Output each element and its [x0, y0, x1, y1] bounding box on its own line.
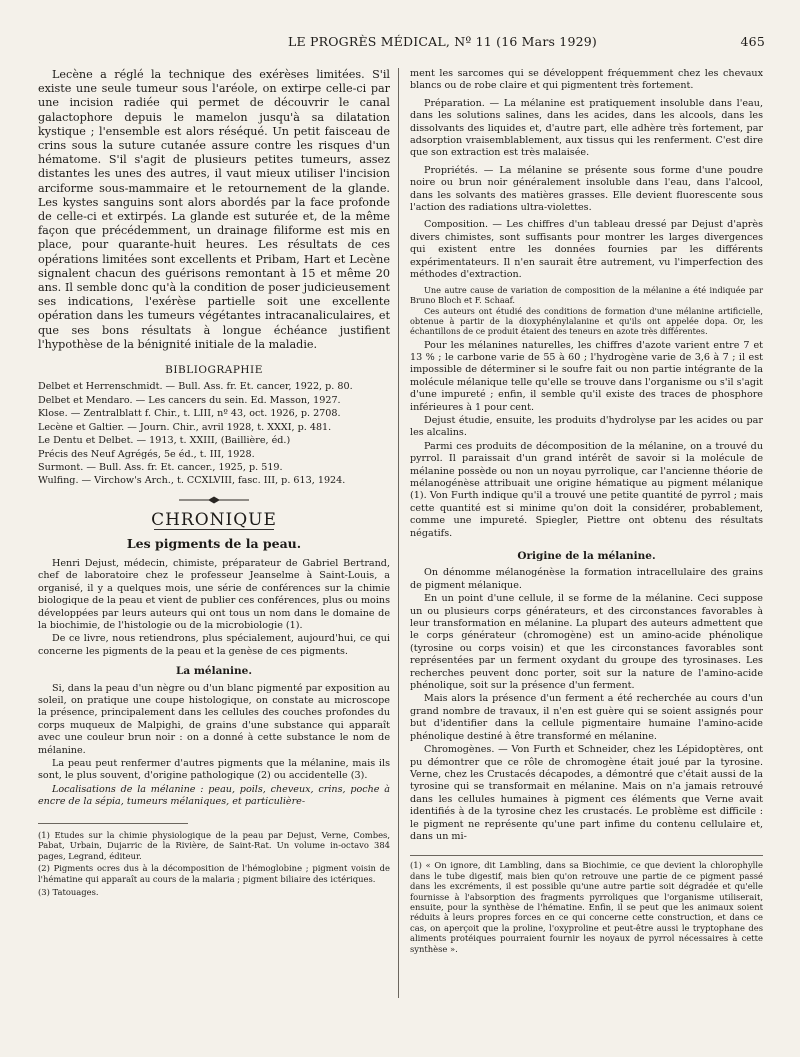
melanine-paragraph: La peau peut renfermer d'autres pigments que la mélanine, mais ils sont, le plus souvent, d'origine pathologique (2) ou accidentelle (3). — [38, 758, 390, 782]
article-paragraph: Henri Dejust, médecin, chimiste, préparateur de Gabriel Bertrand, chef de laboratoire chez le professeur Jeanselme à Saint-Louis, a organisé, il y a quelques mois, une série de conférences sur la chimie biologique de la peau et vient de publier ces conférences, plus ou moins développées par leurs auteurs qui ont tous un nom dans le domaine de la biochimie, de l'histologie ou de la microbiologie (1). — [38, 557, 390, 631]
melanine-heading: La mélanine. — [175, 665, 253, 678]
melanine-paragraph: Localisations de la mélanine : peau, poils, cheveux, crins, poche à encre de la sépia, tumeurs mélaniques, et particulière- — [38, 783, 390, 808]
footnote: (1) « On ignore, dit Lambling, dans sa Biochimie, ce que devient la chlorophylle dans le tube digestif, mais bien qu'on retrouve une partie de ce pigment passé dans les excréments, il est possible qu'une autre partie soit dégradée et qu'elle fournisse à l'absorption des fragments pyrroliques que l'organisme utiliserait, ensuite, pour la synthèse de l'hématine. Enfin, il se peut que les animaux soient réduits à leurs propres forces en ce qui concerne cette construction, et dans ce cas, on aperçoit que la proline, l'oxyproline et peut-être aussi le tryptophane des aliments protéiques pourraient fournir les noyaux de pyrrol nécessaires à cette synthèse ». — [410, 860, 763, 954]
melanine-paragraph: Si, dans la peau d'un nègre ou d'un blanc pigmenté par exposition au soleil, on pratique une coupe histologique, on constate au microscope la présence, principalement dans les cellules des couches profondes du corps muqueux de Malpighi, de grains d'une substance qui apparaît avec une couleur brun noir : on a donné à cette substance le nom de mélanine. — [38, 682, 390, 756]
origine-paragraph: Chromogènes. — Von Furth et Schneider, chez les Lépidoptères, ont pu démontrer que ce rôle de chromogène était joué par la tyrosine. Verne, chez les Crustacés décapodes, a démontré que c'était aussi de la tyrosine qui se transformait en mélanine. Mais on n'a jamais retrouvé dans les cellules humaines à pigment ces éléments que Verne avait identifiés à de la tyrosine chez les crustacés. Le problème est difficile : le pigment ne représente qu'une part infime du contenu cellulaire et, dans un mi- — [410, 744, 763, 842]
footnote: (2) Pigments ocres dus à la décomposition de l'hémoglobine ; pigment voisin de l'hématine qui apparaît au cours de la malaria ; pigment biliaire des ictériques. — [38, 863, 390, 885]
chronique-heading: CHRONIQUE — [151, 510, 277, 531]
bibliography-entry: Klose. — Zentralblatt f. Chir., t. LIII, nº 43, oct. 1926, p. 2708. — [38, 408, 341, 420]
origine-heading: Origine de la mélanine. — [517, 550, 656, 563]
right-footnotes — [410, 855, 763, 954]
right-column — [410, 68, 763, 1037]
small-note: Une autre cause de variation de composition de la mélanine a été indiquée par Bruno Bloch et F. Schaaf. — [410, 284, 763, 305]
body-paragraph: Dejust étudie, ensuite, les produits d'hydrolyse par les acides ou par les alcalins. — [410, 414, 763, 439]
body-paragraph: Parmi ces produits de décomposition de la mélanine, on a trouvé du pyrrol. Il paraissait d'un grand intérêt de savoir si la molécule de mélanine possède ou non un noyau pyrrolique, car l'ancienne théorie de mélanogénèse attribuait une origine hématique au pigment mélanique (1). Von Furth indique qu'il a trouvé une petite quantité de pyrrol ; mais cette quantité est si minime qu'on doit la considérer, probablement, comme une impureté. Spiegler, Piettre ont obtenu des résultats négatifs. — [410, 440, 763, 539]
origine-paragraph: En un point d'une cellule, il se forme de la mélanine. Ceci suppose un ou plusieurs corps générateurs, et des circonstances favorables à leur transformation en mélanine. La plupart des auteurs admettent que le corps générateur (chromogène) est un amino-acide phénolique (tyrosine ou corps voisin) et que les circonstances favorables sont représentées par un ferment oxydant du groupe des tyrosinases. Les recherches peuvent donc porter, soit sur la nature de l'amino-acide phénolique, soit sur la présence d'un ferment. — [410, 593, 763, 692]
article-paragraph: De ce livre, nous retiendrons, plus spécialement, aujourd'hui, ce qui concerne les pigments de la peau et la genèse de ces pigments. — [38, 633, 390, 657]
bibliography-list — [38, 381, 390, 487]
ornament-rule-icon — [179, 496, 249, 504]
body-paragraph: Pour les mélanines naturelles, les chiffres d'azote varient entre 7 et 13 % ; le carbone varie de 55 à 60 ; l'hydrogène varie de 3,6 à 7 ; il est impossible de déterminer si le soufre fait ou non partie intégrante de la molécule mélanique telle qu'elle se trouve dans l'organisme ou s'il s'agit d'une impureté ; enfin, il semble qu'il existe des traces de phosphore inférieures à 1 pour cent. — [410, 339, 763, 413]
bibliography-title: BIBLIOGRAPHIE — [165, 364, 263, 377]
bibliography-entry: Wulfing. — Virchow's Arch., t. CCXLVIII, fasc. III, p. 613, 1924. — [38, 475, 346, 487]
bibliography-entry: Précis des Neuf Agrégés, 5e éd., t. III, 1928. — [38, 448, 255, 460]
intro-paragraph: Lecène a réglé la technique des exérèses limitées. S'il existe une seule tumeur sous l'aréole, on extirpe celle-ci par une incision radiée qui permet de découvrir le canal galactophore depuis le mamelon jusqu'à sa dilatation kystique ; l'ensemble est alors réséqué. Un petit faisceau de crins sous la suture cutanée assure contre les risques d'un hématome. S'il s'agit de plusieurs petites tumeurs, assez distantes les unes des autres, il vaut mieux utiliser l'incision arciforme sous-mammaire et le retournement de la glande. Les kystes sanguins sont alors abordés par la face profonde de celle-ci et extirpés. La glande est suturée et, de la même façon que précédemment, un drainage filiforme est mis en place, pour quarante-huit heures. Les résultats de ces opérations limitées sont excellents et Pribam, Hart et Lecène signalent chacun des guérisons remontant à 15 et même 20 ans. Il semble donc qu'à la condition de poser judicieusement ses indications, l'exérèse partielle soit une excellente opération dans les tumeurs végétantes intracanaliculaires, et que ses bons résultats à longue échéance justifient l'hypothèse de la bénignité initiale de la maladie. — [38, 68, 390, 351]
preparation-paragraph: Préparation. — La mélanine est pratiquement insoluble dans l'eau, dans les solutions salines, dans les acides, dans les alcools, dans les dissolvants des liquides et, d'autre part, elle adhère très fortement, par adsorption vraisemblablement, aux tissus qui les renferment. C'est dire que son extraction est très malaisée. — [410, 97, 763, 159]
small-note: Ces auteurs ont étudié des conditions de formation d'une mélanine artificielle, obtenue à partir de la dioxyphénylalanine et qu'ils ont appelée dopa. Or, les échantillons de ce produit étaient des teneurs en azote très différentes. — [410, 305, 763, 337]
bibliography-entry: Le Dentu et Delbet. — 1913, t. XXIII, (Baillière, éd.) — [38, 435, 291, 447]
origine-paragraph: Mais alors la présence d'un ferment a été recherchée au cours d'un grand nombre de travaux, il n'en est guère qui se soient assignés pour but d'identifier dans la cellule pigmentaire humaine l'amino-acide phénolique destiné à être transformé en mélanine. — [410, 693, 763, 742]
bibliography-entry: Surmont. — Bull. Ass. fr. Et. cancer., 1925, p. 519. — [38, 461, 283, 473]
page-header — [50, 34, 765, 52]
bibliography-entry: Delbet et Mendaro. — Les cancers du sein. Ed. Masson, 1927. — [38, 394, 341, 406]
section-ornament — [38, 496, 390, 508]
footnote: (1) Etudes sur la chimie physiologique de la peau par Dejust, Verne, Combes, Pabat, Urbain, Dujarric de la Rivière, de Saint-Rat. Un volume in-octavo 384 pages, Legrand, éditeur. — [38, 829, 390, 861]
bibliography-entry: Delbet et Herrenschmidt. — Bull. Ass. fr. Et. cancer, 1922, p. 80. — [38, 381, 353, 393]
continuation-paragraph: ment les sarcomes qui se développent fréquemment chez les chevaux blancs ou de robe claire et qui pigmentent très fortement. — [410, 68, 763, 92]
left-footnotes — [38, 830, 390, 898]
composition-paragraph: Composition. — Les chiffres d'un tableau dressé par Dejust d'après divers chimistes, sont suffisants pour montrer les larges divergences qui existent entre les données fournies par les différents expérimentateurs. Il n'en saurait être autrement, vu l'imperfection des méthodes d'extraction. — [410, 219, 763, 281]
footnote: (3) Tatouages. — [38, 886, 99, 897]
article-title: Les pigments de la peau. — [126, 535, 302, 551]
page-number: 465 — [740, 34, 765, 49]
origine-paragraph: On dénomme mélanogénèse la formation intracellulaire des grains de pigment mélanique. — [410, 567, 763, 591]
proprietes-paragraph: Propriétés. — La mélanine se présente sous forme d'une poudre noire ou brun noir généralement insoluble dans l'eau, dans l'alcool, dans les solvants des matières grasses. Elle devient fluorescente sous l'action des radiations ultra-violettes. — [410, 164, 763, 214]
bibliography-entry: Lecène et Galtier. — Journ. Chir., avril 1928, t. XXXI, p. 481. — [38, 421, 332, 433]
running-title: LE PROGRÈS MÉDICAL, Nº 11 (16 Mars 1929) — [288, 34, 597, 49]
footnote-rule — [38, 823, 188, 824]
left-column — [38, 68, 390, 1037]
column-divider — [398, 68, 399, 998]
